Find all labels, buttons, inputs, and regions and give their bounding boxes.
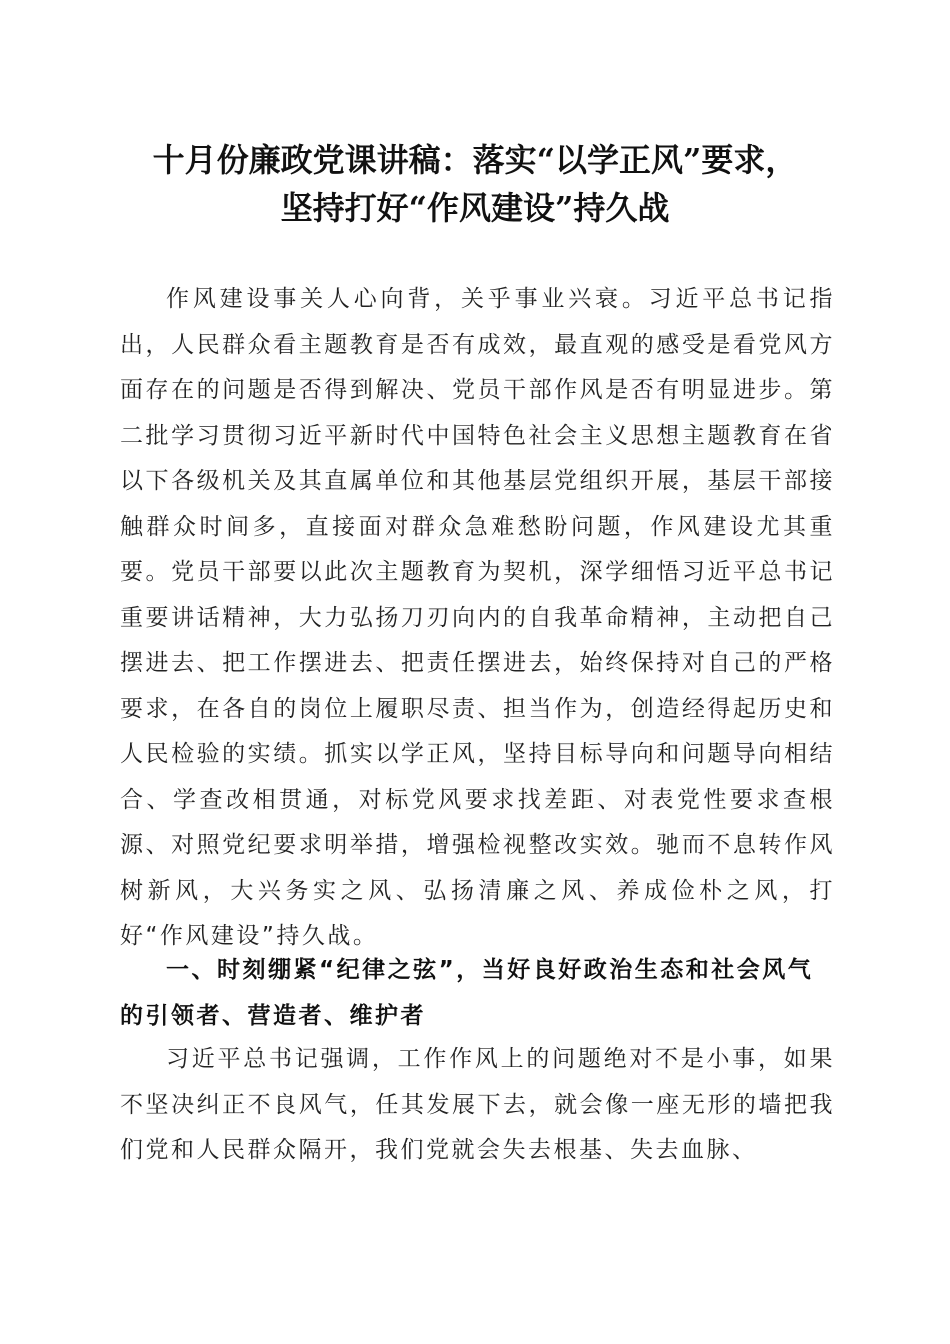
body-paragraph-1: 作风建设事关人心向背，关乎事业兴衰。习近平总书记指出，人民群众看主题教育是否有成效，最直观的感受是看党风方面存在的问题是否得到解决、党员干部作风是否有明显进步。第二批学习贯彻习近平新时代中国特色社会主义思想主题教育在省以下各级机关及其直属单位和其他基层党组织开展，基层干部接触群众时间多，直接面对群众急难愁盼问题，作风建设尤其重要。党员干部要以此次主题教育为契机，深学细悟习近平总书记重要讲话精神，大力弘扬刀刃向内的自我革命精神，主动把自己摆进去、把工作摆进去、把责任摆进去，始终保持对自己的严格要求，在各自的岗位上履职尽责、担当作为，创造经得起历史和人民检验的实绩。抓实以学正风，坚持目标导向和问题导向相结合、学查改相贯通，对标党风要求找差距、对表党性要求查根源、对照党纪要求明举措，增强检视整改实效。驰而不息转作风树新风，大兴务实之风、弘扬清廉之风、养成俭朴之风，打好“作风建设”持久战。 <box>120 286 835 949</box>
body-paragraph-2: 习近平总书记强调，工作作风上的问题绝对不是小事，如果不坚决纠正不良风气，任其发展下去，就会像一座无形的墙把我们党和人民群众隔开，我们党就会失去根基、失去血脉、 <box>120 1046 835 1163</box>
title-line-1: 十月份廉政党课讲稿：落实“以学正风”要求， <box>152 141 798 179</box>
section-heading-1: 一、时刻绷紧“纪律之弦”，当好良好政治生态和社会风气的引领者、营造者、维护者 <box>120 957 814 1029</box>
title-line-2: 坚持打好“作风建设”持久战 <box>280 189 670 227</box>
document-title <box>100 136 850 232</box>
